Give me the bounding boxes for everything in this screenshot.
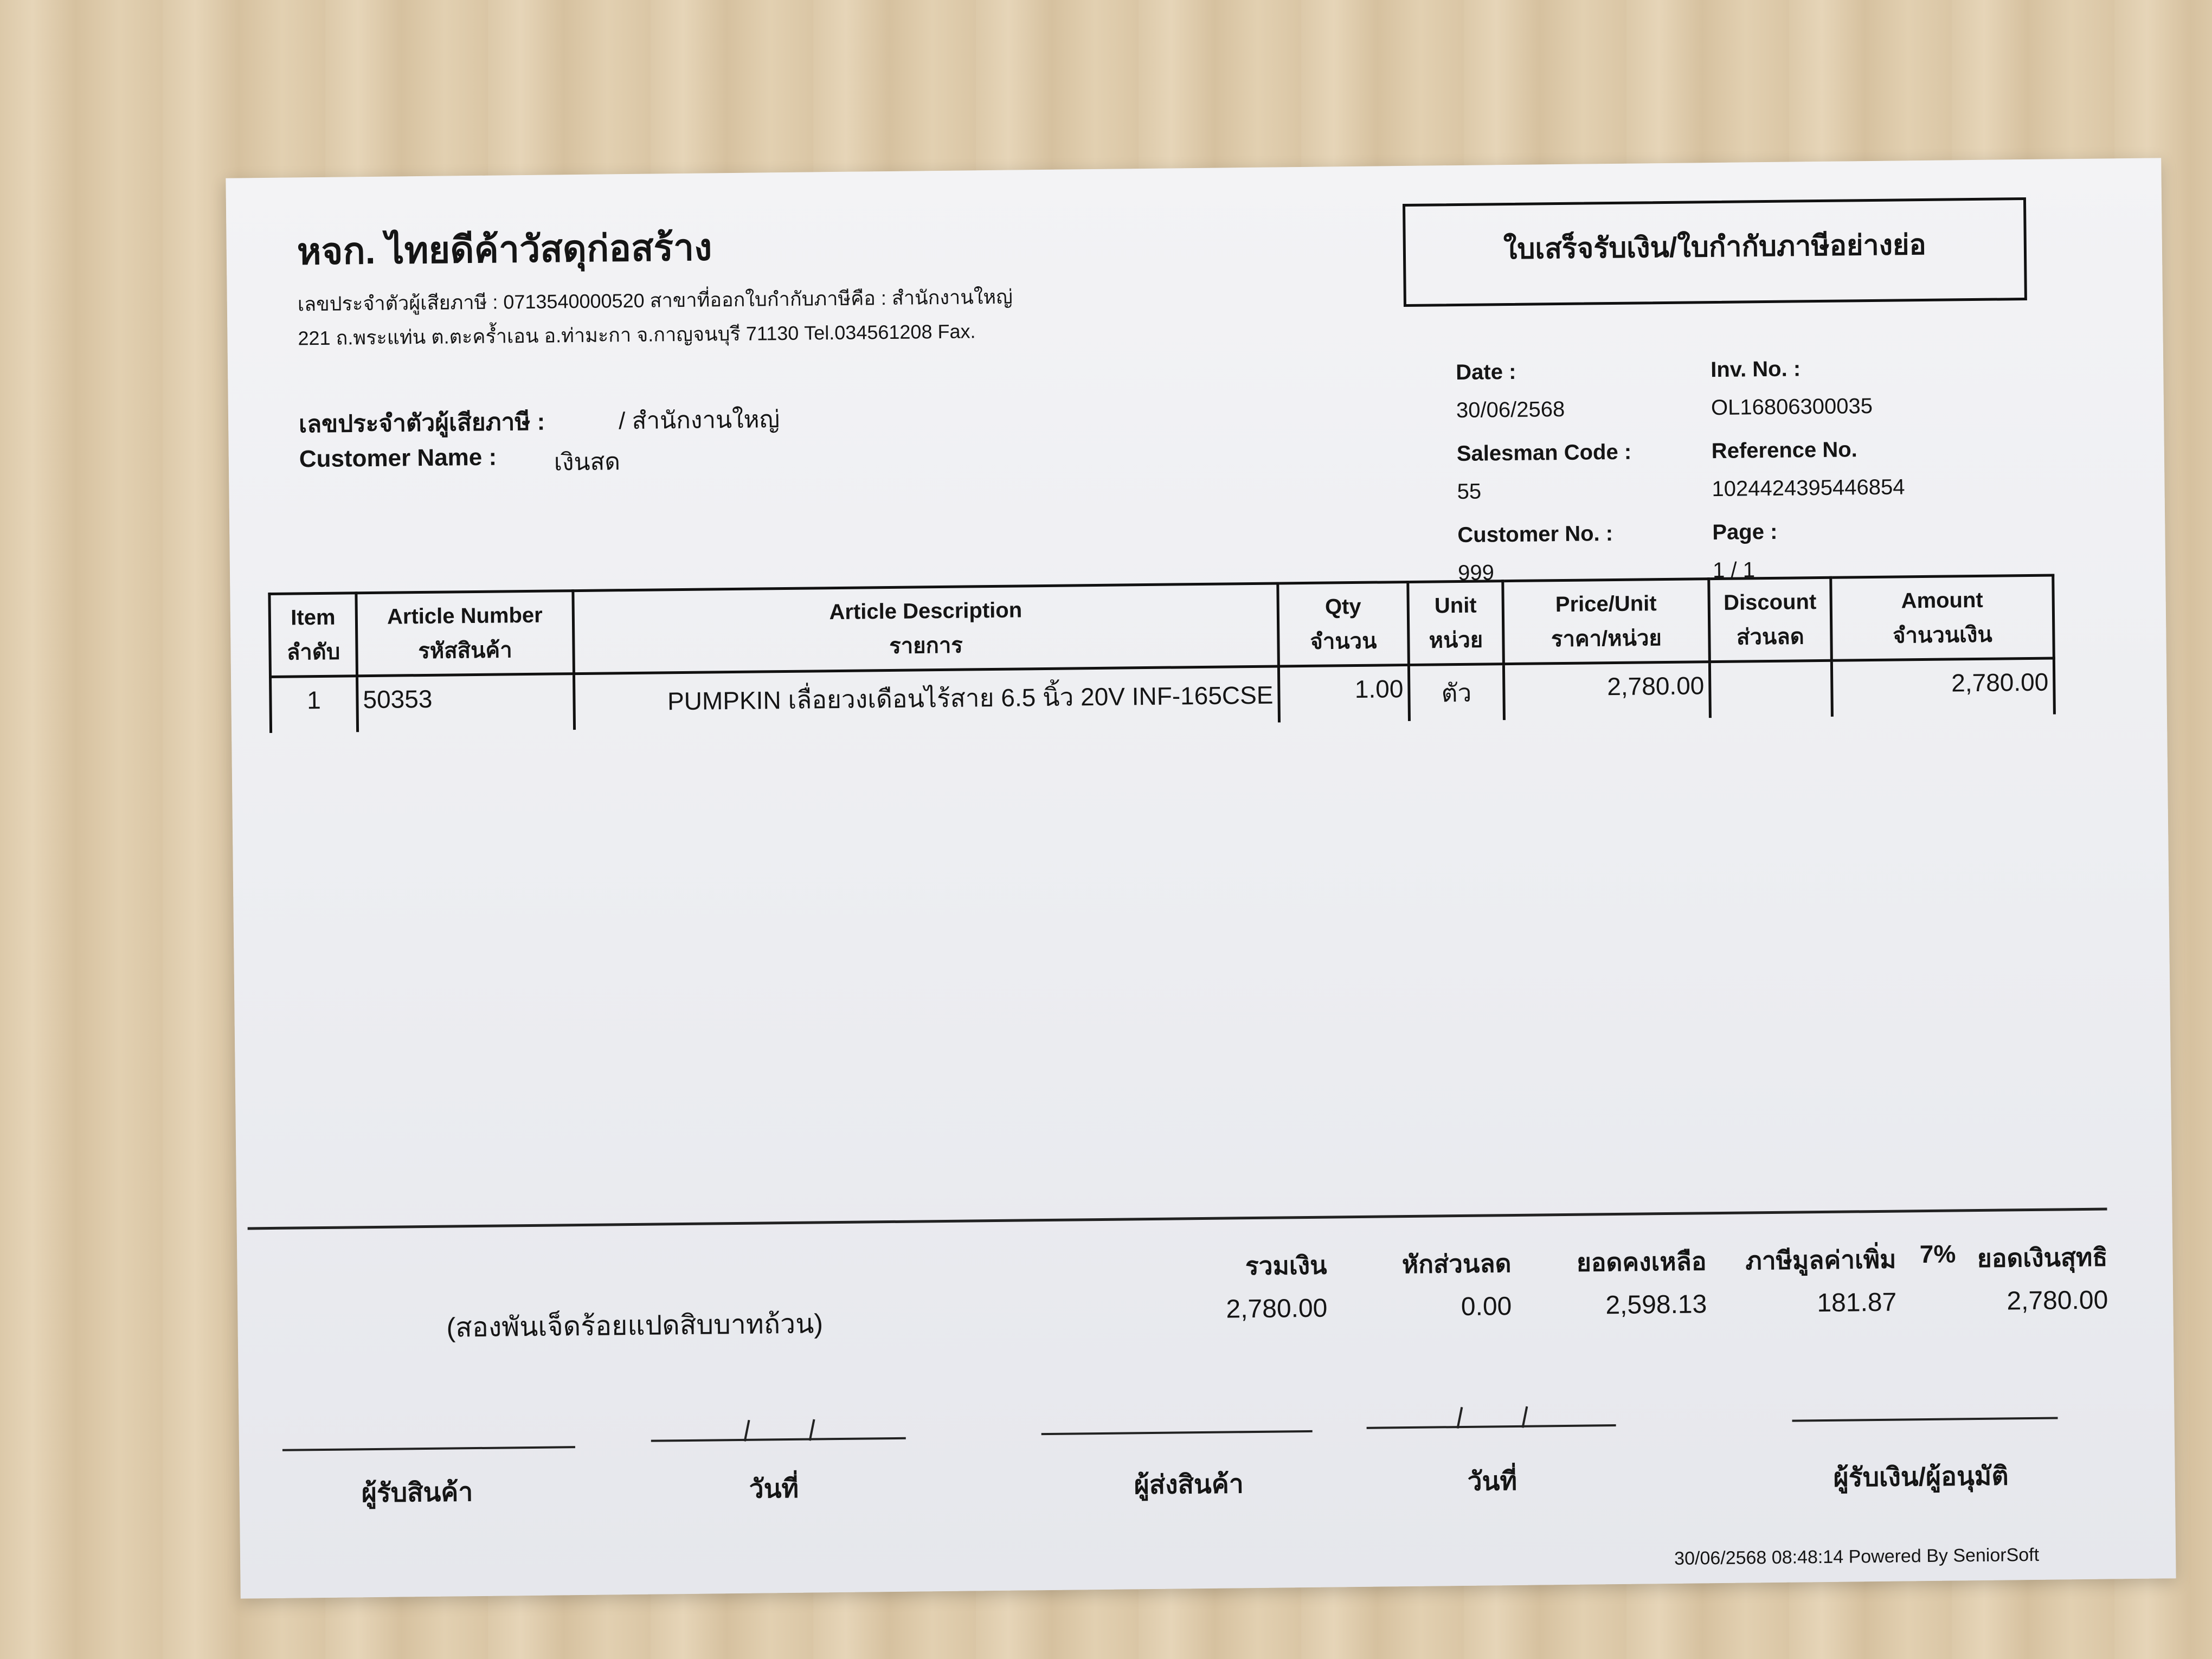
customer-name-value: เงินสด: [554, 448, 621, 476]
customer-number-value: 999: [1457, 561, 1495, 586]
customer-name-label: Customer Name :: [299, 443, 497, 473]
customer-tax-label: เลขประจำตัวผู้เสียภาษี :: [298, 408, 545, 438]
total-discount-label: หักส่วนลด: [1401, 1249, 1512, 1279]
receiver-signature-line: [282, 1446, 575, 1451]
total-net-value: 2,780.00: [2007, 1285, 2108, 1316]
amount-in-words: (สองพันเจ็ดร้อยแปดสิบบาทถ้วน): [446, 1308, 824, 1343]
header-description: Article Description รายการ: [573, 583, 1279, 674]
company-address: 221 ถ.พระแท่น ต.ตะคร้ำเอน อ.ท่ามะกา จ.กาญจนบุรี 71130 Tel.034561208 Fax.: [298, 320, 976, 350]
company-name: หจก. ไทยดีค้าวัสดุก่อสร้าง: [297, 227, 712, 273]
row-price: 2,780.00: [1503, 662, 1710, 720]
date1-label: วันที่: [749, 1474, 799, 1504]
row-amount: 2,780.00: [1831, 658, 2054, 717]
salesman-code-label: Salesman Code :: [1456, 440, 1632, 466]
total-vat-value: 181.87: [1817, 1288, 1897, 1318]
total-net-label: ยอดเงินสุทธิ: [1977, 1243, 2108, 1273]
date1-line: [651, 1437, 906, 1442]
header-amount: Amount จำนวนเงิน: [1831, 575, 2054, 660]
company-tax-line: เลขประจำตัวผู้เสียภาษี : 0713540000520 สาขาที่ออกใบกำกับภาษีคือ : สำนักงานใหญ่: [297, 285, 1013, 316]
invoice-number-label: Inv. No. :: [1710, 357, 1801, 382]
total-balance-label: ยอดคงเหลือ: [1576, 1247, 1707, 1277]
invoice-number-value: OL16806300035: [1711, 394, 1873, 420]
date-label: Date :: [1456, 359, 1516, 385]
date2-label: วันที่: [1467, 1467, 1517, 1496]
page-value: 1 / 1: [1712, 558, 1756, 583]
total-sum-value: 2,780.00: [1226, 1294, 1328, 1324]
document-title: ใบเสร็จรับเงิน/ใบกำกับภาษีอย่างย่อ: [1503, 229, 1927, 266]
approver-label: ผู้รับเงิน/ผู้อนุมัติ: [1833, 1462, 2009, 1493]
date-value: 30/06/2568: [1456, 397, 1565, 423]
sender-signature-line: [1041, 1430, 1313, 1435]
row-qty: 1.00: [1278, 665, 1409, 722]
total-discount-value: 0.00: [1461, 1292, 1512, 1322]
total-vat-rate: 7%: [1919, 1239, 1956, 1269]
row-description: PUMPKIN เลื่อยวงเดือนไร้สาย 6.5 นิ้ว 20V INF-165CSE: [574, 666, 1279, 730]
row-unit: ตัว: [1409, 664, 1504, 721]
page-label: Page :: [1712, 519, 1778, 545]
total-balance-value: 2,598.13: [1605, 1290, 1707, 1320]
salesman-code-value: 55: [1457, 479, 1482, 504]
header-price-unit: Price/Unit ราคา/หน่วย: [1503, 579, 1710, 664]
customer-tax-value: / สำนักงานใหญ่: [618, 406, 780, 435]
header-qty: Qty จำนวน: [1278, 582, 1409, 666]
total-vat-label: ภาษีมูลค่าเพิ่ม: [1745, 1245, 1896, 1275]
approver-signature-line: [1792, 1417, 2058, 1422]
header-item: Item ลำดับ: [269, 593, 357, 677]
customer-number-label: Customer No. :: [1457, 522, 1613, 548]
reference-number-label: Reference No.: [1711, 438, 1858, 464]
totals-divider: [248, 1208, 2107, 1230]
sender-label: ผู้ส่งสินค้า: [1134, 1470, 1244, 1500]
row-article-number: 50353: [357, 674, 575, 732]
row-item: 1: [271, 676, 358, 733]
total-sum-label: รวมเงิน: [1245, 1251, 1327, 1281]
document-title-box: [1403, 197, 2027, 307]
header-article-number: Article Number รหัสสินค้า: [356, 591, 574, 676]
items-table: [268, 574, 2056, 732]
receipt-paper: [226, 158, 2176, 1598]
row-discount: [1709, 660, 1832, 718]
header-unit: Unit หน่วย: [1408, 581, 1504, 665]
date2-line: [1367, 1424, 1616, 1429]
print-footer: 30/06/2568 08:48:14 Powered By SeniorSoft: [1674, 1544, 2040, 1569]
receiver-label: ผู้รับสินค้า: [361, 1478, 473, 1508]
header-discount: Discount ส่วนลด: [1709, 577, 1832, 661]
reference-number-value: 1024424395446854: [1712, 475, 1905, 501]
